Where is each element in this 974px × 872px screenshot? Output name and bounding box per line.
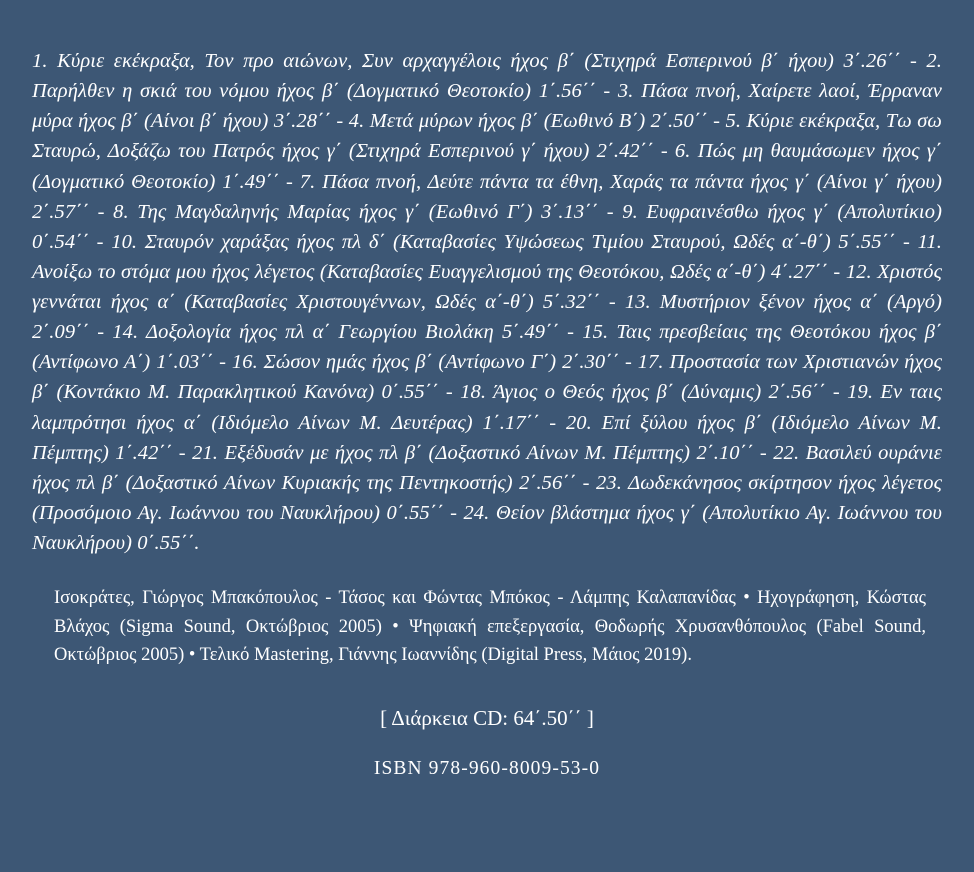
credits-text: Ισοκράτες, Γιώργος Μπακόπουλος - Τάσος και Φώντας Μπόκος - Λάμπης Καλαπανίδας • Ηχογράφηση, Κώστας Βλάχος (Sigma Sound, Οκτώβριος 2005) • Ψηφιακή επεξεργασία, Θοδωρής Χρυσανθόπουλος (Fabel Sound, Οκτώβριος 2005) • Τελικό Mastering, Γιάννης Ιωαννίδης (Digital Press, Μάιος 2019). — [54, 588, 926, 666]
isbn-number: ISBN 978-960-8009-53-0 — [373, 758, 601, 780]
tracklist-text: 1. Κύριε εκέκραξα, Τον προ αιώνων, Συν αρχαγγέλοις ήχος β΄ (Στιχηρά Εσπερινού β΄ ήχου) 3΄.26΄΄ - 2. Παρήλθεν η σκιά του νόμου ήχος β΄ (Δογματικό Θεοτοκίο) 1΄.56΄΄ - 3. Πάσα πνοή, Χαίρετε λαοί, Έρραναν μύρα ήχος β΄ (Αίνοι β΄ ήχου) 3΄.28΄΄ - 4. Μετά μύρων ήχος β΄ (Εωθινό Β΄) 2΄.50΄΄ - 5. Κύριε εκέκραξα, Τω σω Σταυρώ, Δοξάζω του Πατρός ήχος γ΄ (Στιχηρά Εσπερινού γ΄ ήχου) 2΄.42΄΄ - 6. Πώς μη θαυμάσωμεν ήχος γ΄ (Δογματικό Θεοτοκίο) 1΄.49΄΄ - 7. Πάσα πνοή, Δεύτε πάντα τα έθνη, Χαράς τα πάντα ήχος γ΄ (Αίνοι γ΄ ήχου) 2΄.57΄΄ - 8. Της Μαγδαληνής Μαρίας ήχος γ΄ (Εωθινό Γ΄) 3΄.13΄΄ - 9. Ευφραινέσθω ήχος γ΄ (Απολυτίκιο) 0΄.54΄΄ - 10. Σταυρόν χαράξας ήχος πλ δ΄ (Καταβασίες Υψώσεως Τιμίου Σταυρού, Ωδές α΄-θ΄) 5΄.55΄΄ - 11. Ανοίξω το στόμα μου ήχος λέγετος (Καταβασίες Ευαγγελισμού της Θεοτόκου, Ωδές α΄-θ΄) 4΄.27΄΄ - 12. Χριστός γεννάται ήχος α΄ (Καταβασίες Χριστουγέννων, Ωδές α΄-θ΄) 5΄.32΄΄ - 13. Μυστήριον ξένον ήχος α΄ (Αργό) 2΄.09΄΄ - 14. Δοξολογία ήχος πλ α΄ Γεωργίου Βιολάκη 5΄.49΄΄ - 15. Ταις πρεσβείαις της Θεοτόκου ήχος β΄ (Αντίφωνο Α΄) 1΄.03΄΄ - 16. Σώσον ημάς ήχος β΄ (Αντίφωνο Γ΄) 2΄.30΄΄ - 17. Προστασία των Χριστιανών ήχος β΄ (Κοντάκιο Μ. Παρακλητικού Κανόνα) 0΄.55΄΄ - 18. Άγιος ο Θεός ήχος β΄ (Δύναμις) 2΄.56΄΄ - 19. Εν ταις λαμπρότησι ήχος α΄ (Ιδιόμελο Αίνων Μ. Δευτέρας) 1΄.17΄΄ - 20. Επί ξύλου ήχος β΄ (Ιδιόμελο Αίνων Μ. Πέμπτης) 1΄.42΄΄ - 21. Εξέδυσάν με ήχος πλ β΄ (Δοξαστικό Αίνων Μ. Πέμπτης) 2΄.10΄΄ - 22. Βασιλεύ ουράνιε ήχος πλ β΄ (Δοξαστικό Αίνων Κυριακής της Πεντηκοστής) 2΄.56΄΄ - 23. Δωδεκάνησος σκίρτησον ήχος λέγετος (Προσόμοιο Αγ. Ιωάννου του Ναυκλήρου) 0΄.55΄΄ - 24. Θείον βλάστημα ήχος γ΄ (Απολυτίκιο Αγ. Ιωάννου του Ναυκλήρου) 0΄.55΄΄. — [32, 50, 942, 554]
cd-duration: [ Διάρκεια CD: 64΄.50΄΄ ] — [380, 706, 594, 731]
